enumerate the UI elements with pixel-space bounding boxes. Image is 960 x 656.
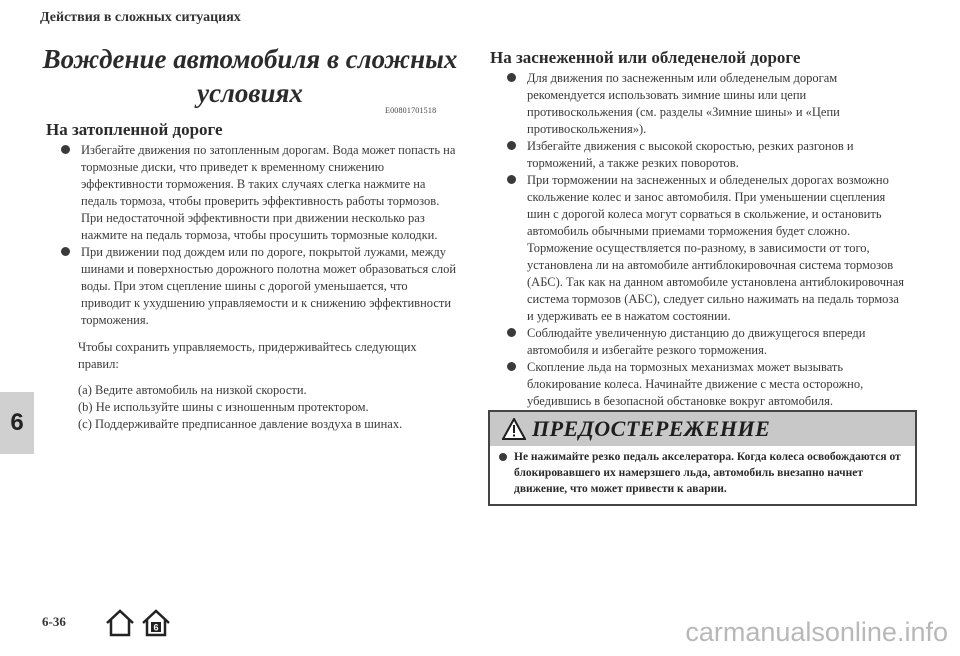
navigation-icons (104, 608, 172, 638)
flooded-road-list (58, 142, 460, 329)
bullet-icon (499, 453, 507, 461)
rules-list (78, 382, 460, 433)
rule-item: (a) Ведите автомобиль на низкой скорости. (78, 383, 307, 397)
home-icon[interactable] (104, 608, 136, 638)
page-title-line2: условиях (197, 78, 303, 108)
bullet-icon (61, 145, 70, 154)
list-item: Для движения по заснеженным или обледенелым дорогам рекомендуется использовать зимние шины или цепи противоскольжения (см. разделы «Зимние шины» и «Цепи противоскольжения»). (504, 70, 908, 138)
page-title-line1: Вождение автомобиля в сложных (42, 44, 458, 74)
bullet-icon (507, 362, 516, 371)
list-item: Избегайте движения с высокой скоростью, резких разгонов и торможений, а также резких поворотов. (504, 138, 908, 172)
list-item: Скопление льда на тормозных механизмах может вызывать блокирование колеса. Начинайте движение с места осторожно, убедившись в безопасной обстановке вокруг автомобиля. (504, 359, 908, 410)
page-number: 6-36 (42, 614, 66, 629)
page-title (40, 42, 460, 110)
bullet-icon (61, 247, 70, 256)
chapter-home-label: 6 (153, 622, 159, 633)
running-header: Действия в сложных ситуациях (40, 10, 241, 25)
bullet-icon (507, 141, 516, 150)
rules-intro: Чтобы сохранить управляемость, придерживайтесь следующих правил: (78, 340, 417, 371)
rule-item: (b) Не используйте шины с изношенным протектором. (78, 400, 369, 414)
watermark: carmanualsonline.info (685, 617, 948, 647)
bullet-icon (507, 73, 516, 82)
warning-box (488, 410, 917, 506)
flooded-road-heading: На затопленной дороге (46, 120, 223, 139)
rule-item: (c) Поддерживайте предписанное давление воздуха в шинах. (78, 417, 403, 431)
warning-header (490, 412, 915, 446)
chapter-home-icon[interactable] (140, 608, 172, 638)
warning-title: ПРЕДОСТЕРЕЖЕНИЕ (532, 416, 771, 441)
list-item: Соблюдайте увеличенную дистанцию до движущегося впереди автомобиля и избегайте резкого торможения. (504, 325, 908, 359)
section-code: E00801701518 (385, 106, 437, 115)
warning-list (496, 449, 907, 497)
list-item: При торможении на заснеженных и обледенелых дорогах возможно скольжение колес и занос автомобиля. При уменьшении сцепления шин с дорогой колеса могут сорваться в скольжение, и остановить автомобиль обычными приемами торможения будет сложно. Торможение осуществляется по-разному, в зависимости от того, установлена ли на автомобиле антиблокировочная система тормозов (АБС). Так как на данном автомобиле установлена антиблокировочная система тормозов (АБС), следует сильно нажимать на педаль тормоза и удерживать ее в нажатом состоянии. (504, 172, 908, 325)
bullet-icon (507, 175, 516, 184)
chapter-tab: 6 (0, 392, 34, 454)
snowy-road-list (504, 70, 908, 410)
warning-triangle-icon (502, 418, 526, 440)
snowy-road-heading: На заснеженной или обледенелой дороге (490, 48, 801, 67)
list-item: Избегайте движения по затопленным дорогам. Вода может попасть на тормозные диски, что приведет к временному снижению эффективности торможения. В таких случаях слегка нажмите на педаль тормоза, чтобы проверить эффективность работы тормозов. При недостаточной эффективности при движении несколько раз нажмите на педаль тормоза, чтобы просушить тормозные колодки. (58, 142, 460, 244)
list-item: При движении под дождем или по дороге, покрытой лужами, между шинами и поверхностью дорожного полотна может образоваться слой воды. При этом сцепление шины с дорогой уменьшается, что приводит к ухудшению управляемости и к снижению эффективности торможения. (58, 244, 460, 329)
warning-text: Не нажимайте резко педаль акселератора. Когда колеса освобождаются от блокировавшего их намерзшего льда, автомобиль внезапно начнет движение, что может привести к аварии. (496, 449, 907, 497)
bullet-icon (507, 328, 516, 337)
